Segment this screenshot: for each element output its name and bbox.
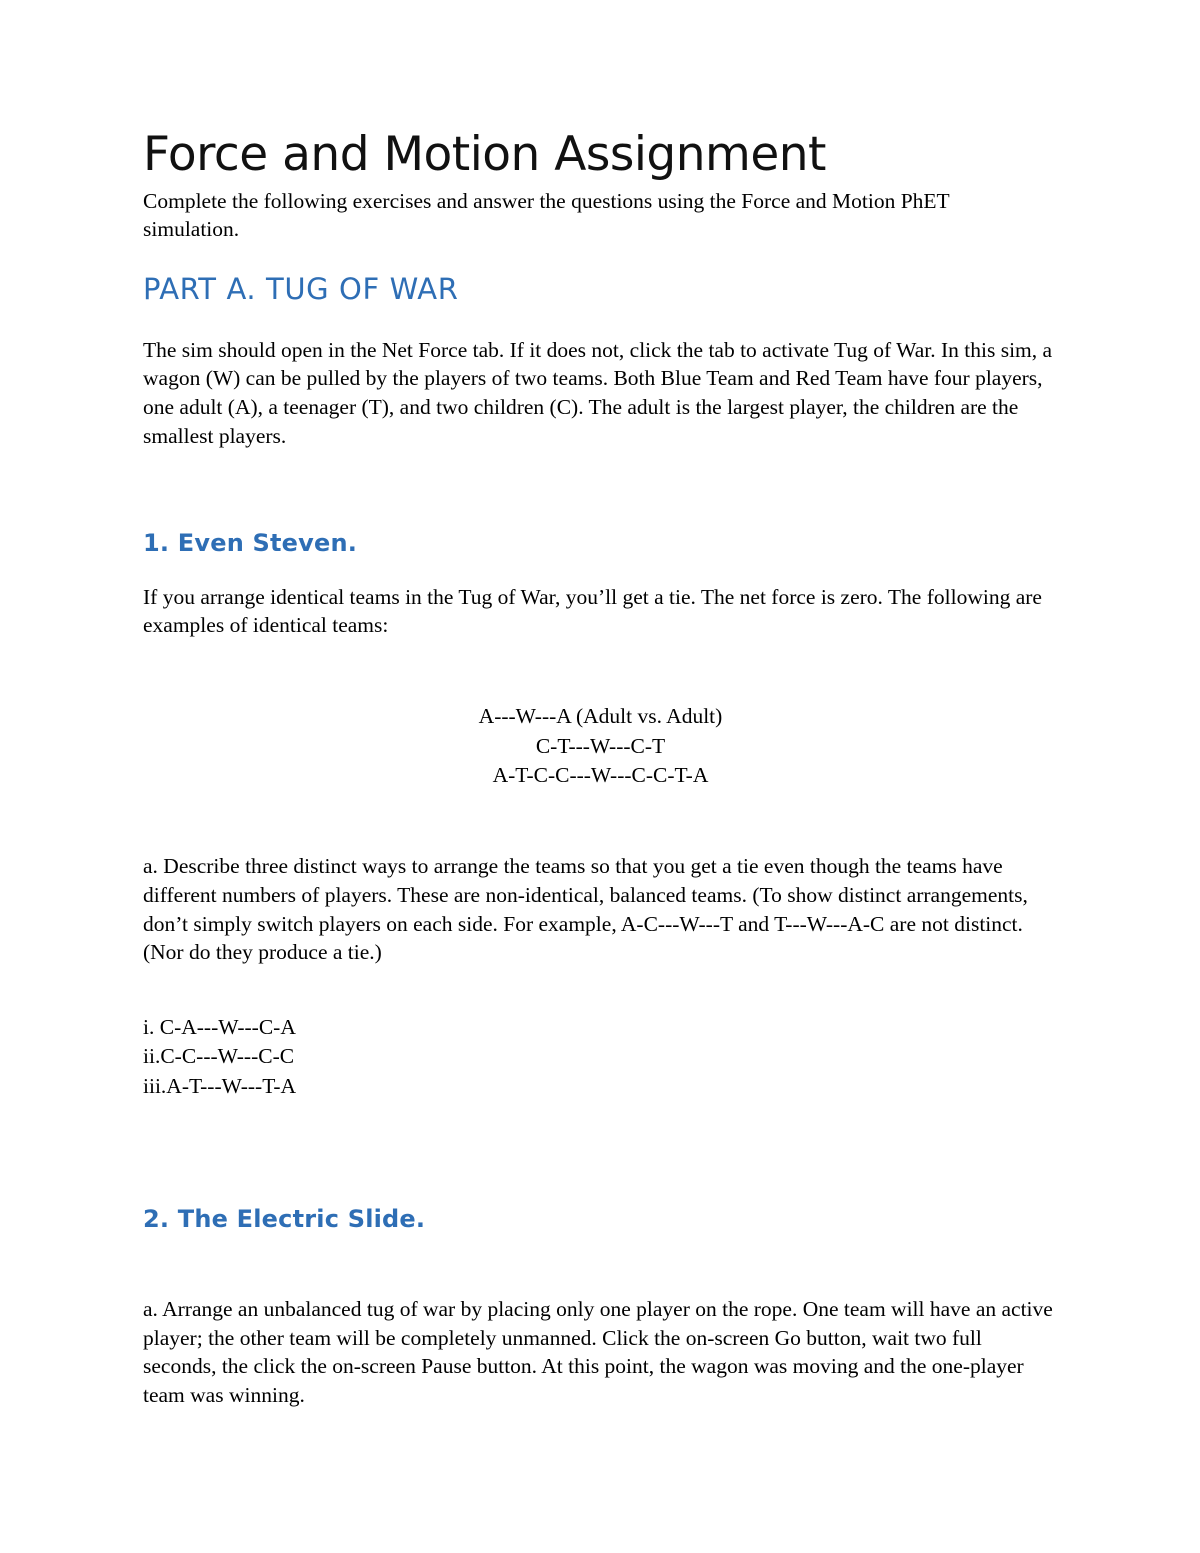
- spacer: [143, 451, 1060, 529]
- example-line: C-T---W---C-T: [535, 733, 666, 758]
- spacer: [143, 1179, 1060, 1205]
- answer-line: iii.A-T---W---T-A: [143, 1073, 297, 1098]
- part-a-paragraph: The sim should open in the Net Force tab. If it does not, click the tab to activate Tug of War. In this sim, a wagon (W) can be pulled by the players of two teams. Both Blue Team and Red Team have four players, one adult (A), a teenager (T), and two children (C). The adult is the largest player, the children are the smallest players.: [143, 337, 1053, 448]
- question-2-heading: 2. The Electric Slide.: [143, 1204, 426, 1233]
- answer-line: ii.C-C---W---C-C: [143, 1044, 295, 1069]
- question-1a-prompt: a. Describe three distinct ways to arrange the teams so that you get a tie even though the teams have different numbers of players. These are non-identical, balanced teams. (To show distinct arrangements, don’t simply switch players on each side. For example, A-C---W---T and T---W---A-C are not distinct. (Nor do they produce a tie.): [143, 853, 1028, 965]
- question-2a-prompt: a. Arrange an unbalanced tug of war by placing only one player on the rope. One team will have an active player; the other team will be completely unmanned. Click the on-screen Go button, wait two full seconds, the click the on-screen Pause button. At this point, the wagon was moving and the one-player team was winning.: [143, 1296, 1053, 1408]
- question-1a-answers: [143, 1013, 1060, 1101]
- page-title: Force and Motion Assignment: [143, 127, 826, 182]
- spacer: [143, 1101, 1060, 1179]
- spacer: [143, 640, 1060, 702]
- spacer: [143, 1233, 1060, 1295]
- spacer: [143, 557, 1060, 583]
- intro-paragraph: Complete the following exercises and answer the questions using the Force and Motion PhET simulation.: [143, 188, 950, 242]
- spacer: [143, 790, 1060, 852]
- answer-line: i. C-A---W---C-A: [143, 1015, 296, 1040]
- question-1-paragraph: If you arrange identical teams in the Tug of War, you’ll get a tie. The net force is zero. The following are examples of identical teams:: [143, 584, 1042, 638]
- question-1-heading: 1. Even Steven.: [143, 528, 358, 557]
- identical-team-examples: [143, 702, 1058, 790]
- example-line: A-T-C-C---W---C-C-T-A: [492, 762, 709, 787]
- spacer: [143, 967, 1060, 1013]
- example-line: A---W---A (Adult vs. Adult): [478, 704, 723, 729]
- section-heading-part-a: PART A. TUG OF WAR: [143, 271, 459, 306]
